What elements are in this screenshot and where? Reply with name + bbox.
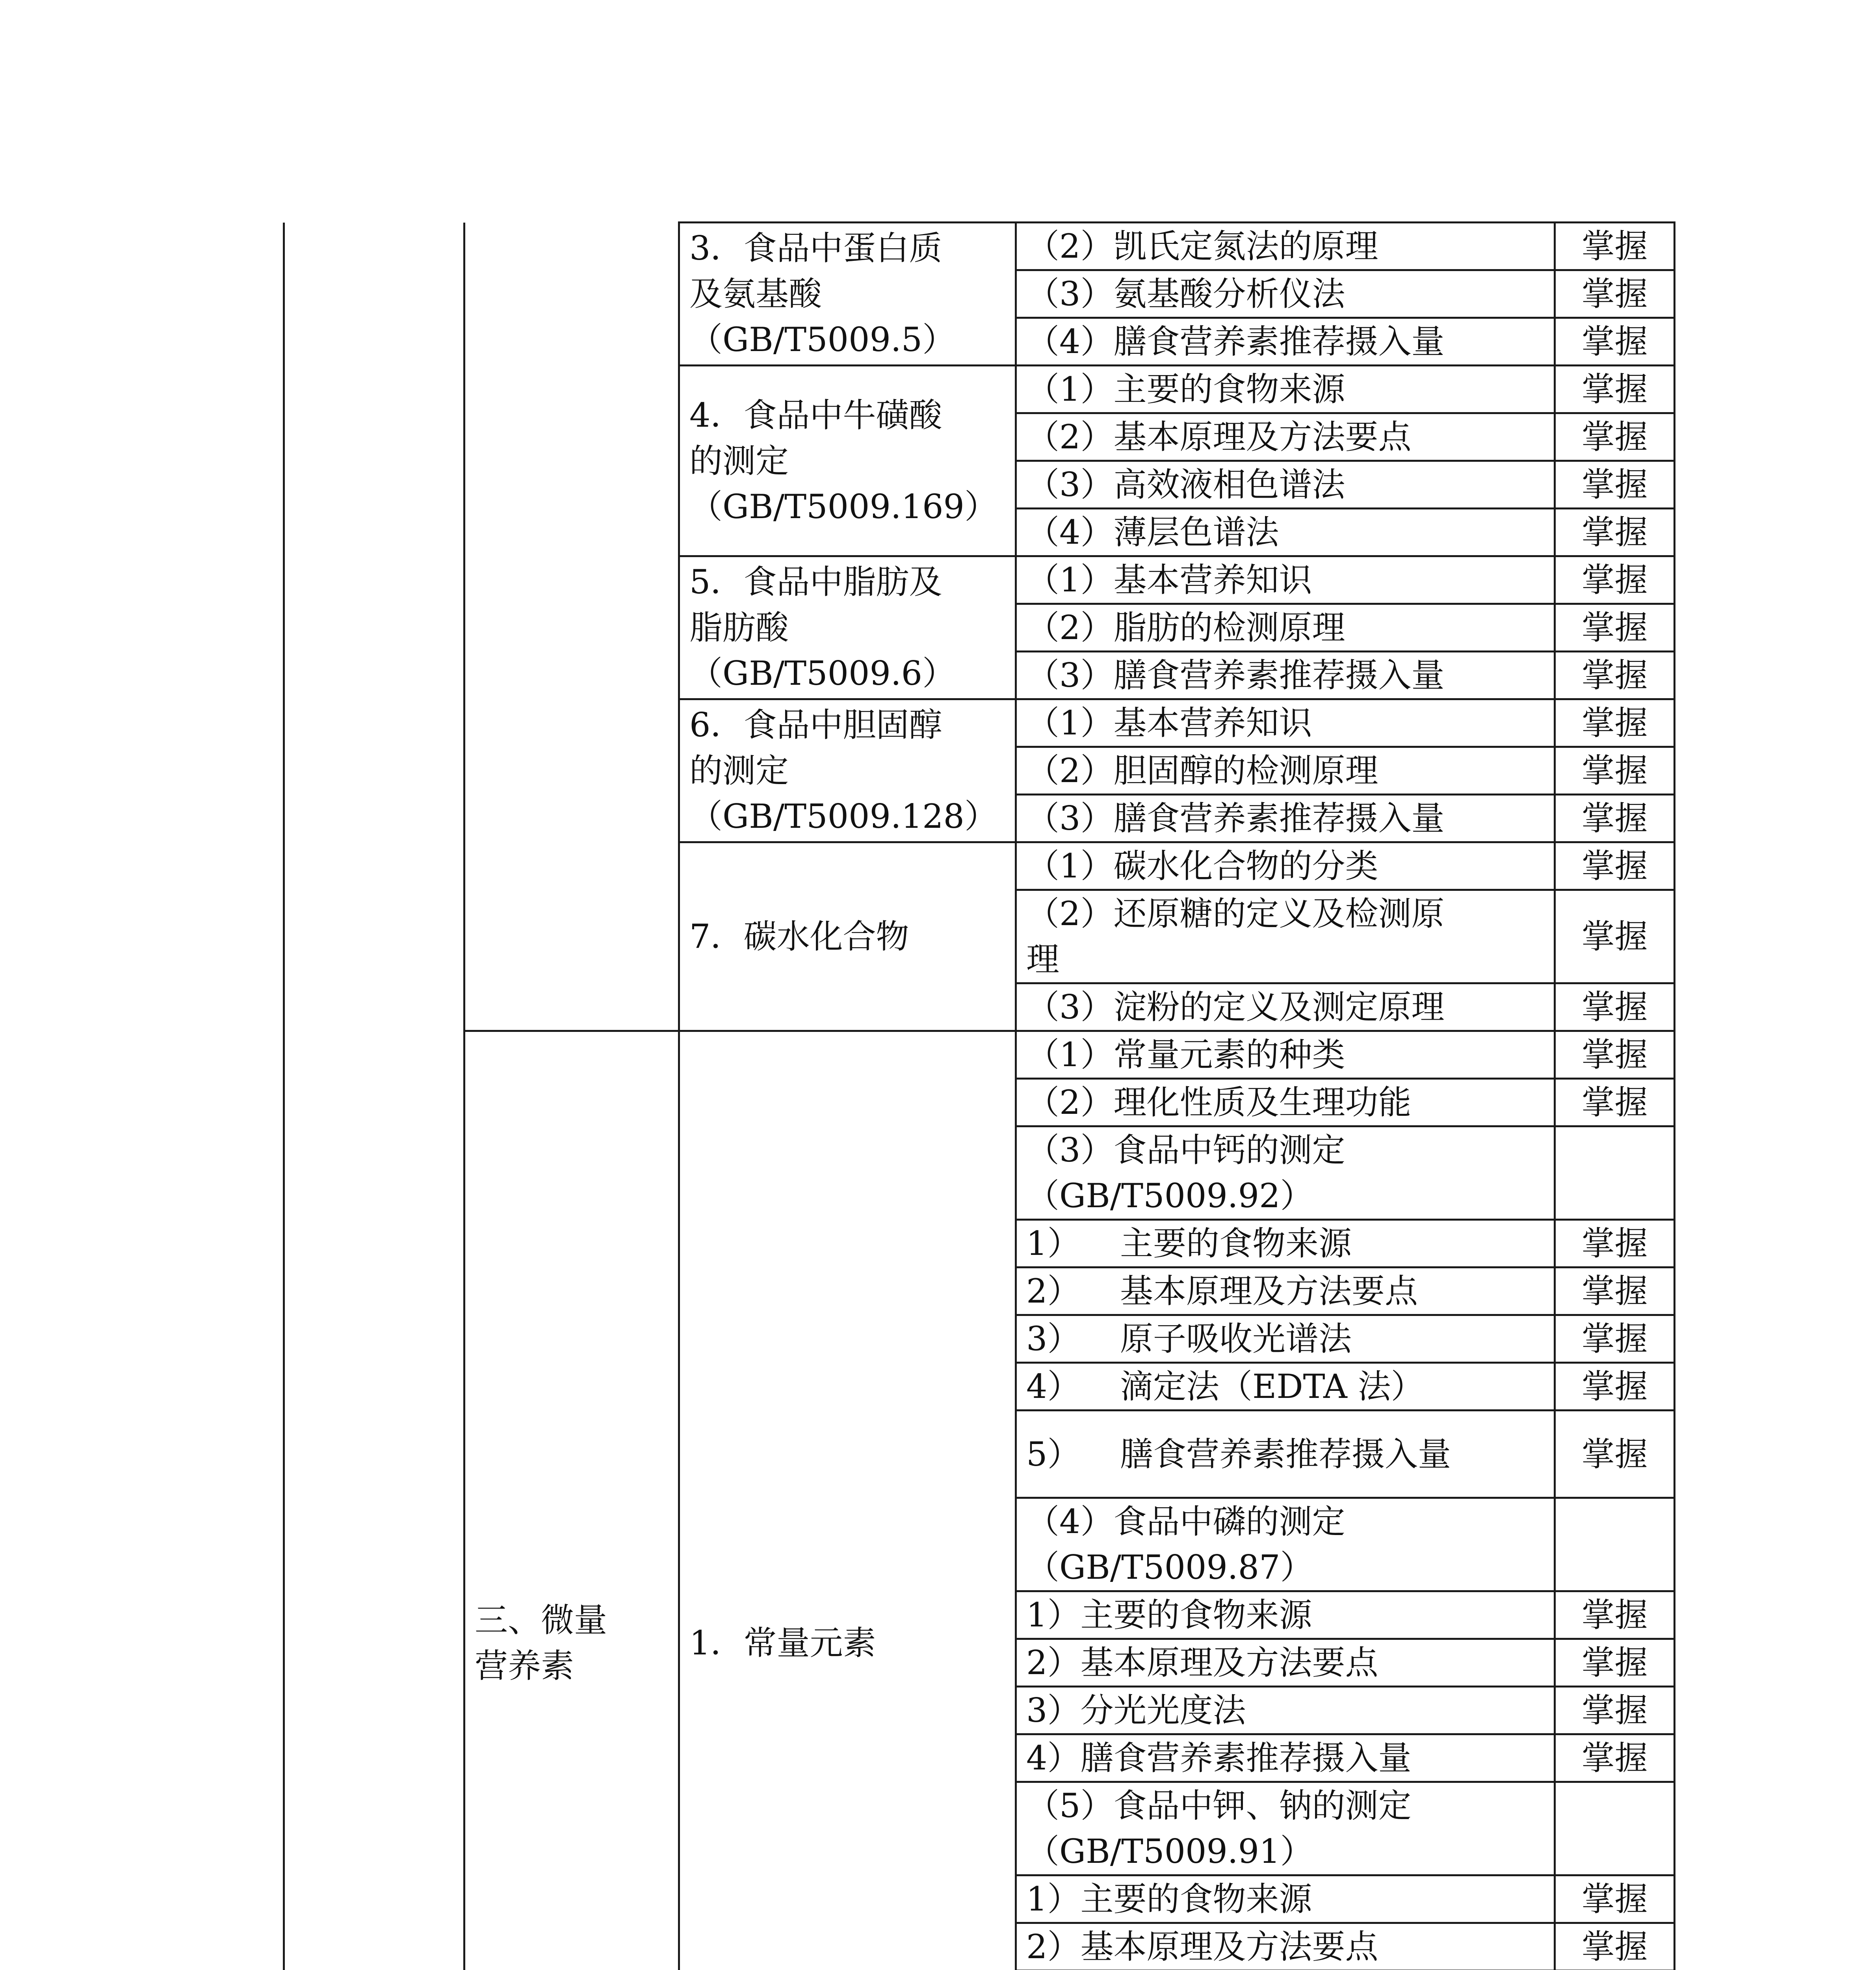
item-text: （3）膳食营养素推荐摄入量 [1016, 652, 1555, 699]
item-text: （2）还原糖的定义及检测原 理 [1016, 890, 1555, 983]
item-text: 1）主要的食物来源 [1016, 1875, 1555, 1923]
level-text: 掌握 [1555, 890, 1675, 983]
level-text [1555, 1498, 1675, 1591]
item-text: 2）基本原理及方法要点 [1016, 1639, 1555, 1687]
level-text: 掌握 [1555, 1315, 1675, 1363]
item-text: （3）膳食营养素推荐摄入量 [1016, 795, 1555, 842]
item-text: 4）膳食营养素推荐摄入量 [1016, 1734, 1555, 1782]
item-text: 3） 原子吸收光谱法 [1016, 1315, 1555, 1363]
group-title: 3．食品中蛋白质 及氨基酸 （GB/T5009.5） [679, 223, 1016, 366]
level-text: 掌握 [1555, 556, 1675, 604]
subsection-title: 1．常量元素 [679, 1031, 1016, 1970]
level-text: 掌握 [1555, 983, 1675, 1031]
level-text: 掌握 [1555, 1923, 1675, 1970]
level-text: 掌握 [1555, 318, 1675, 366]
item-text: （2）胆固醇的检测原理 [1016, 747, 1555, 795]
level-text: 掌握 [1555, 652, 1675, 699]
item-text: （4）薄层色谱法 [1016, 509, 1555, 556]
item-text: 2） 基本原理及方法要点 [1016, 1267, 1555, 1315]
section-title: 三、微量 营养素 [464, 1031, 679, 1970]
item-text: （3）高效液相色谱法 [1016, 461, 1555, 509]
group-title: 4．食品中牛磺酸 的测定 （GB/T5009.169） [679, 366, 1016, 556]
item-text: （2）凯氏定氮法的原理 [1016, 223, 1555, 270]
level-text: 掌握 [1555, 1734, 1675, 1782]
level-text: 掌握 [1555, 1875, 1675, 1923]
level-text [1555, 1126, 1675, 1220]
item-text: 2）基本原理及方法要点 [1016, 1923, 1555, 1970]
level-text: 掌握 [1555, 842, 1675, 890]
level-text: 掌握 [1555, 1079, 1675, 1126]
item-text: （4）食品中磷的测定 （GB/T5009.87） [1016, 1498, 1555, 1591]
item-text: 1） 主要的食物来源 [1016, 1220, 1555, 1267]
group-title: 6．食品中胆固醇 的测定 （GB/T5009.128） [679, 699, 1016, 842]
level-text: 掌握 [1555, 461, 1675, 509]
level-text: 掌握 [1555, 366, 1675, 413]
item-text: （1）基本营养知识 [1016, 556, 1555, 604]
level-text: 掌握 [1555, 699, 1675, 747]
level-text: 掌握 [1555, 1411, 1675, 1498]
item-text: （4）膳食营养素推荐摄入量 [1016, 318, 1555, 366]
item-text: （3）食品中钙的测定 （GB/T5009.92） [1016, 1126, 1555, 1220]
group-title: 5．食品中脂肪及 脂肪酸 （GB/T5009.6） [679, 556, 1016, 699]
item-text: （1）碳水化合物的分类 [1016, 842, 1555, 890]
level-text: 掌握 [1555, 223, 1675, 270]
level-text: 掌握 [1555, 1031, 1675, 1079]
item-text: 3）分光光度法 [1016, 1687, 1555, 1734]
level-text: 掌握 [1555, 270, 1675, 318]
level-text: 掌握 [1555, 1639, 1675, 1687]
document-page [283, 221, 1674, 1970]
level-text: 掌握 [1555, 747, 1675, 795]
level-text [1555, 1782, 1675, 1875]
item-text: （2）脂肪的检测原理 [1016, 604, 1555, 652]
item-text: （3）淀粉的定义及测定原理 [1016, 983, 1555, 1031]
item-text: 1）主要的食物来源 [1016, 1591, 1555, 1639]
module-cell [464, 223, 679, 1031]
item-text: （3）氨基酸分析仪法 [1016, 270, 1555, 318]
category-cell [284, 223, 464, 1970]
level-text: 掌握 [1555, 604, 1675, 652]
level-text: 掌握 [1555, 1363, 1675, 1411]
item-text: 4） 滴定法（EDTA 法） [1016, 1363, 1555, 1411]
item-text: （5）食品中钾、钠的测定 （GB/T5009.91） [1016, 1782, 1555, 1875]
item-text: （1）基本营养知识 [1016, 699, 1555, 747]
item-text: （2）理化性质及生理功能 [1016, 1079, 1555, 1126]
item-text: （1）主要的食物来源 [1016, 366, 1555, 413]
level-text: 掌握 [1555, 413, 1675, 461]
level-text: 掌握 [1555, 795, 1675, 842]
item-text: 5） 膳食营养素推荐摄入量 [1016, 1411, 1555, 1498]
syllabus-table [283, 221, 1675, 1970]
level-text: 掌握 [1555, 1687, 1675, 1734]
level-text: 掌握 [1555, 1267, 1675, 1315]
level-text: 掌握 [1555, 1220, 1675, 1267]
item-text: （2）基本原理及方法要点 [1016, 413, 1555, 461]
group-title: 7．碳水化合物 [679, 842, 1016, 1031]
level-text: 掌握 [1555, 509, 1675, 556]
item-text: （1）常量元素的种类 [1016, 1031, 1555, 1079]
level-text: 掌握 [1555, 1591, 1675, 1639]
